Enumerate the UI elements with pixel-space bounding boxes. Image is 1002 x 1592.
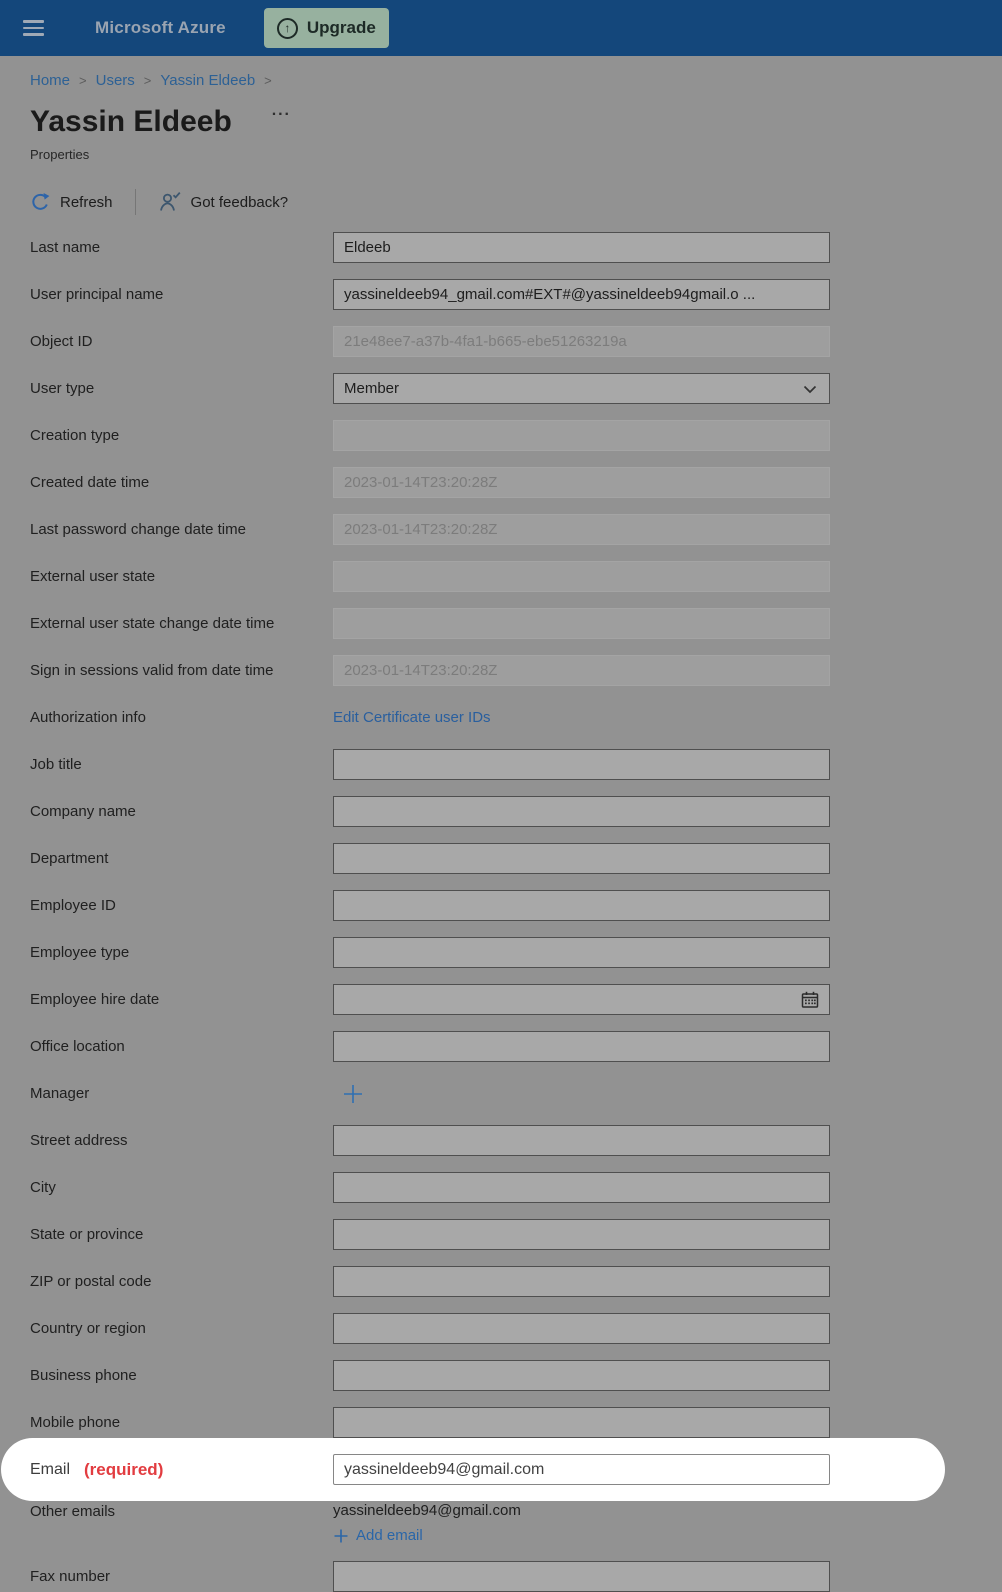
- text-input[interactable]: yassineldeeb94_gmail.com#EXT#@yassineldeeb94gmail.o ...: [333, 279, 830, 310]
- add-email-link[interactable]: [333, 1527, 423, 1544]
- upgrade-button[interactable]: [264, 8, 389, 48]
- form-row-mobile-phone: [30, 1407, 1002, 1438]
- toolbar-divider: [135, 189, 136, 215]
- other-emails-label: Other emails: [30, 1503, 116, 1520]
- chevron-down-icon: [801, 380, 819, 398]
- text-input[interactable]: [333, 1360, 830, 1391]
- field-label: Created date time: [30, 474, 150, 491]
- disabled-input: 21e48ee7-a37b-4fa1-b665-ebe51263219a: [333, 326, 830, 357]
- feedback-label: Got feedback?: [190, 193, 289, 211]
- refresh-icon: [30, 192, 51, 213]
- select-input[interactable]: Member: [333, 373, 830, 404]
- form-row-manager: [30, 1078, 1002, 1109]
- field-label: Job title: [30, 756, 82, 773]
- field-label: Mobile phone: [30, 1414, 121, 1431]
- email-label: Email: [30, 1460, 71, 1478]
- feedback-person-icon: [158, 191, 182, 213]
- disabled-input: 2023-01-14T23:20:28Z: [333, 514, 830, 545]
- disabled-input: [333, 420, 830, 451]
- field-label: Office location: [30, 1038, 125, 1055]
- field-label: Last name: [30, 239, 101, 256]
- calendar-icon[interactable]: [801, 991, 819, 1009]
- field-label: Sign in sessions valid from date time: [30, 662, 274, 679]
- field-label: Country or region: [30, 1320, 146, 1337]
- form-row-department: [30, 843, 1002, 874]
- hamburger-menu-icon[interactable]: [23, 20, 44, 36]
- text-input[interactable]: [333, 1219, 830, 1250]
- got-feedback-button[interactable]: [158, 191, 289, 213]
- text-input[interactable]: [333, 1125, 830, 1156]
- text-input[interactable]: [333, 749, 830, 780]
- text-input[interactable]: [333, 796, 830, 827]
- form-row-company-name: [30, 796, 1002, 827]
- field-label: Business phone: [30, 1367, 137, 1384]
- field-label: User principal name: [30, 286, 164, 303]
- text-input[interactable]: [333, 984, 830, 1015]
- add-icon[interactable]: [342, 1083, 364, 1105]
- page-subtitle: Properties: [30, 147, 90, 162]
- fax-input[interactable]: [333, 1561, 830, 1592]
- upgrade-arrow-icon: ↑: [277, 18, 298, 39]
- form-row-sign-in-sessions-valid-from-date-time: [30, 655, 1002, 686]
- breadcrumb-users[interactable]: Users: [95, 72, 135, 89]
- field-label: Object ID: [30, 333, 93, 350]
- field-label: Employee ID: [30, 897, 116, 914]
- text-input[interactable]: [333, 1407, 830, 1438]
- other-email-value: yassineldeeb94@gmail.com: [333, 1502, 521, 1519]
- disabled-input: [333, 608, 830, 639]
- fax-label: Fax number: [30, 1568, 111, 1585]
- properties-form: [30, 232, 1002, 1592]
- form-row-user-type: [30, 373, 1002, 404]
- field-label: Last password change date time: [30, 521, 246, 538]
- text-input[interactable]: [333, 1266, 830, 1297]
- field-label: External user state change date time: [30, 615, 275, 632]
- form-row-external-user-state-change-date-time: [30, 608, 1002, 639]
- form-row-employee-id: [30, 890, 1002, 921]
- text-input[interactable]: [333, 1172, 830, 1203]
- form-row-creation-type: [30, 420, 1002, 451]
- form-row-external-user-state: [30, 561, 1002, 592]
- form-row-business-phone: [30, 1360, 1002, 1391]
- disabled-input: [333, 561, 830, 592]
- command-bar: [30, 185, 1002, 219]
- email-input[interactable]: [333, 1454, 830, 1485]
- field-label: User type: [30, 380, 95, 397]
- form-row-last-password-change-date-time: [30, 514, 1002, 545]
- refresh-label: Refresh: [60, 193, 113, 211]
- field-link[interactable]: Edit Certificate user IDs: [333, 709, 491, 726]
- field-label: Department: [30, 850, 109, 867]
- breadcrumb-separator: >: [264, 73, 272, 88]
- disabled-input: 2023-01-14T23:20:28Z: [333, 655, 830, 686]
- more-options-icon[interactable]: ···: [271, 106, 291, 123]
- form-row-employee-type: [30, 937, 1002, 968]
- page-title: Yassin Eldeeb: [30, 105, 232, 138]
- form-row-office-location: [30, 1031, 1002, 1062]
- form-row-street-address: [30, 1125, 1002, 1156]
- form-row-user-principal-name: [30, 279, 1002, 310]
- breadcrumb-home[interactable]: Home: [30, 72, 71, 89]
- field-label: Street address: [30, 1132, 128, 1149]
- user-properties-page: [0, 70, 1002, 1592]
- field-label: Company name: [30, 803, 136, 820]
- breadcrumb: [30, 70, 1002, 92]
- refresh-button[interactable]: [30, 192, 113, 213]
- form-row-country-or-region: [30, 1313, 1002, 1344]
- field-label: Employee hire date: [30, 991, 160, 1008]
- field-label: Creation type: [30, 427, 120, 444]
- add-email-label: Add email: [356, 1527, 423, 1544]
- breadcrumb-separator: >: [143, 73, 152, 88]
- form-row-last-name: [30, 232, 1002, 263]
- field-label: City: [30, 1179, 56, 1196]
- azure-top-bar: [0, 0, 1002, 56]
- plus-icon: [333, 1528, 349, 1544]
- text-input[interactable]: [333, 843, 830, 874]
- form-row-authorization-info: [30, 702, 1002, 733]
- form-row-created-date-time: [30, 467, 1002, 498]
- form-row-object-id: [30, 326, 1002, 357]
- text-input[interactable]: [333, 1031, 830, 1062]
- breadcrumb-separator: >: [79, 73, 87, 88]
- breadcrumb-user[interactable]: Yassin Eldeeb: [160, 72, 256, 89]
- text-input[interactable]: [333, 937, 830, 968]
- field-label: Employee type: [30, 944, 130, 961]
- text-input[interactable]: Eldeeb: [333, 232, 830, 263]
- form-row-job-title: [30, 749, 1002, 780]
- upgrade-label: Upgrade: [306, 18, 376, 37]
- text-input[interactable]: [333, 1313, 830, 1344]
- form-row-city: [30, 1172, 1002, 1203]
- field-label: External user state: [30, 568, 156, 585]
- required-badge: (required): [84, 1459, 164, 1479]
- form-row-zip-or-postal-code: [30, 1266, 1002, 1297]
- form-row-fax-number: [30, 1561, 1002, 1592]
- brand-title: Microsoft Azure: [95, 18, 226, 37]
- text-input[interactable]: [333, 890, 830, 921]
- field-label: Authorization info: [30, 709, 146, 726]
- field-label: Manager: [30, 1085, 90, 1102]
- other-emails-row: [30, 1501, 1002, 1543]
- form-row-state-or-province: [30, 1219, 1002, 1250]
- disabled-input: 2023-01-14T23:20:28Z: [333, 467, 830, 498]
- field-label: State or province: [30, 1226, 144, 1243]
- email-row: [30, 1454, 1002, 1485]
- form-row-employee-hire-date: [30, 984, 1002, 1015]
- field-label: ZIP or postal code: [30, 1273, 152, 1290]
